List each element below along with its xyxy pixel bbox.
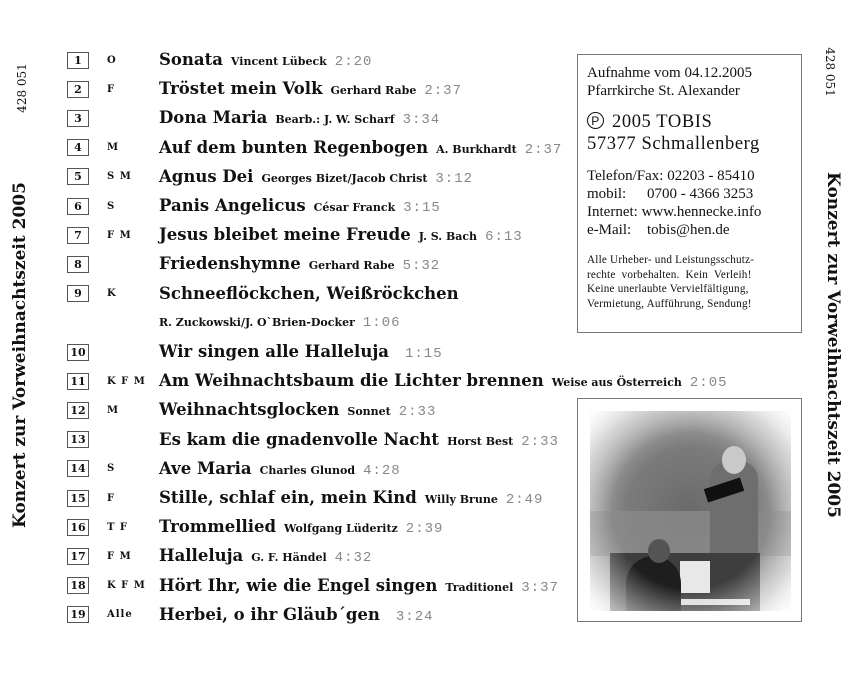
recording-date: Aufnahme vom 04.12.2005 — [587, 65, 752, 81]
track-duration: 4:32 — [334, 550, 373, 567]
track-title: Am Weihnachtsbaum die Lichter brennen — [159, 371, 544, 391]
track-title: Stille, schlaf ein, mein Kind — [159, 488, 417, 507]
track-title: Sonata — [159, 50, 223, 69]
track-voices: Alle — [107, 609, 133, 621]
track-composer: A. Burkhardt — [436, 142, 517, 156]
track-row — [67, 106, 441, 130]
track-title: Wir singen alle Halleluja — [159, 342, 389, 361]
track-row — [67, 48, 373, 72]
track-title: Schneeflöckchen, Weißröckchen — [159, 284, 459, 304]
track-voices: F — [107, 492, 116, 504]
catalog-number: 428 051 — [823, 47, 837, 97]
track-voices: K F M — [107, 580, 146, 592]
track-duration: 3:12 — [435, 170, 474, 187]
track-voices: S — [107, 200, 116, 212]
track-title: Hört Ihr, wie die Engel singen — [159, 575, 438, 595]
track-title: Herbei, o ihr Gläub´gen — [159, 604, 380, 624]
track-title: Tröstet mein Volk — [159, 79, 323, 99]
track-row — [67, 603, 434, 627]
mobile-value: 0700 - 4366 3253 — [647, 186, 754, 202]
copyright-line: 2005 TOBIS — [612, 112, 713, 132]
track-duration: 3:24 — [395, 608, 434, 625]
track-title: Ave Maria — [159, 458, 252, 478]
spine-title: Konzert zur Vorweihnachtszeit 2005 — [10, 182, 30, 528]
track-row — [67, 486, 544, 510]
email-label: e-Mail: — [587, 222, 632, 238]
phone-value: 02203 - 85410 — [667, 168, 755, 184]
spine-title: Konzert zur Vorweihnachtszeit 2005 — [823, 172, 843, 518]
venue: Pfarrkirche St. Alexander — [587, 83, 740, 99]
track-title: Trommellied — [159, 517, 277, 537]
track-voices: S M — [107, 171, 132, 183]
track-voices: K — [107, 288, 117, 300]
track-row — [67, 252, 441, 276]
rights-line: Vermietung, Aufführung, Sendung! — [587, 297, 752, 310]
contact-block — [587, 167, 801, 239]
left-spine — [0, 0, 40, 674]
track-number: 2 — [67, 81, 89, 98]
track-voices: F — [107, 83, 116, 95]
track-duration: 2:37 — [424, 83, 462, 100]
track-title: Jesus bleibet meine Freude — [159, 225, 411, 245]
track-voices: M — [107, 142, 120, 154]
track-number: 9 — [67, 285, 89, 302]
track-row — [67, 428, 559, 452]
copyright — [587, 111, 801, 155]
track-composer: J. S. Bach — [418, 230, 478, 244]
photo-vignette — [590, 411, 791, 611]
track-number: 5 — [67, 168, 89, 185]
track-row — [67, 457, 401, 481]
track-voices: S — [107, 463, 116, 475]
track-row — [67, 398, 437, 422]
track-number: 7 — [67, 227, 89, 244]
track-voices: F M — [107, 229, 132, 241]
track-row — [67, 165, 474, 189]
track-composer: Bearb.: J. W. Scharf — [275, 113, 395, 127]
email-link[interactable]: tobis@hen.de — [647, 222, 730, 238]
track-number: 4 — [67, 139, 89, 156]
track-voices: F M — [107, 550, 132, 562]
city-line: 57377 Schmallenberg — [587, 134, 760, 154]
track-composer: Gerhard Rabe — [330, 84, 417, 98]
track-composer: Traditionel — [445, 580, 514, 594]
rights-line: Alle Urheber- und Leistungsschutz- — [587, 254, 755, 266]
track-title: Agnus Dei — [159, 166, 254, 186]
track-duration: 4:28 — [363, 462, 401, 479]
track-row — [67, 544, 373, 568]
track-duration: 1:06 — [362, 314, 401, 331]
track-row — [67, 136, 563, 160]
track-number: 15 — [67, 490, 89, 507]
track-composer: G. F. Händel — [251, 551, 327, 565]
track-title: Halleluja — [159, 546, 244, 566]
track-voices: O — [107, 54, 117, 66]
track-duration: 2:33 — [398, 404, 437, 421]
track-number: 16 — [67, 519, 89, 536]
rights-notice — [587, 253, 801, 311]
mobile-label: mobil: — [587, 186, 627, 202]
track-row — [67, 369, 728, 393]
track-row — [67, 77, 462, 101]
track-title: Es kam die gnadenvolle Nacht — [159, 429, 440, 449]
track-duration: 6:13 — [485, 229, 523, 246]
info-box — [577, 54, 802, 333]
track-duration: 2:39 — [405, 521, 444, 538]
track-row — [67, 574, 559, 598]
track-row — [67, 194, 441, 218]
track-number: 14 — [67, 460, 89, 477]
track-duration: 2:33 — [521, 433, 559, 450]
track-composer: Weise aus Österreich — [551, 376, 682, 390]
rights-line: rechte vorbehalten. Kein Verleih! — [587, 268, 752, 281]
track-voices: K F M — [107, 375, 146, 387]
photo-frame — [577, 398, 802, 622]
track-number: 18 — [67, 577, 89, 594]
track-duration: 2:20 — [334, 54, 373, 70]
track-composer: Horst Best — [447, 434, 514, 448]
catalog-number: 428 051 — [15, 63, 29, 113]
track-composer: Vincent Lübeck — [230, 55, 327, 68]
track-duration: 1:15 — [405, 346, 443, 362]
track-composer: Sonnet — [347, 405, 391, 419]
track-composer: César Franck — [313, 201, 396, 214]
track-row — [67, 515, 444, 539]
track-number: 8 — [67, 256, 89, 273]
internet-link[interactable]: www.hennecke.info — [641, 204, 762, 220]
track-title: Panis Angelicus — [159, 196, 306, 215]
track-composer: Wolfgang Lüderitz — [284, 522, 398, 536]
track-composer: Georges Bizet/Jacob Christ — [261, 171, 428, 185]
track-title: Weihnachtsglocken — [159, 400, 340, 420]
internet-label: Internet: — [587, 204, 638, 220]
track-composer: Gerhard Rabe — [308, 259, 395, 273]
track-composer: Charles Glunod — [259, 463, 356, 477]
concert-photo — [590, 411, 791, 611]
track-row — [67, 282, 459, 306]
track-duration: 2:05 — [689, 375, 728, 392]
track-duration: 3:34 — [402, 112, 441, 129]
track-number: 19 — [67, 606, 89, 623]
phonogram-icon: P — [587, 112, 604, 129]
track-row — [67, 223, 523, 247]
track-row — [67, 340, 443, 364]
phone-label: Telefon/Fax: — [587, 168, 664, 184]
track-number: 12 — [67, 402, 89, 419]
track-composer: Willy Brune — [424, 493, 498, 506]
track-duration: 3:37 — [521, 579, 559, 596]
track-number: 13 — [67, 431, 89, 448]
track-duration: 2:49 — [505, 492, 544, 508]
track-number: 3 — [67, 110, 89, 127]
track-duration: 2:37 — [524, 141, 563, 158]
track-number: 10 — [67, 344, 89, 361]
track-title: Auf dem bunten Regenbogen — [159, 137, 429, 157]
track-number: 17 — [67, 548, 89, 565]
track-number: 11 — [67, 373, 89, 390]
track-title: Dona Maria — [159, 108, 268, 128]
track-title: Friedenshymne — [159, 254, 301, 274]
track-duration: 3:15 — [403, 200, 441, 216]
track-composer: R. Zuckowski/J. O`Brien-Docker — [159, 315, 355, 329]
track-voices: M — [107, 404, 120, 416]
right-spine — [814, 0, 854, 674]
rights-line: Keine unerlaubte Vervielfältigung, — [587, 283, 749, 296]
track-voices: T F — [107, 521, 129, 533]
track-number: 1 — [67, 52, 89, 69]
track-number: 6 — [67, 198, 89, 215]
track-duration: 5:32 — [402, 258, 441, 275]
